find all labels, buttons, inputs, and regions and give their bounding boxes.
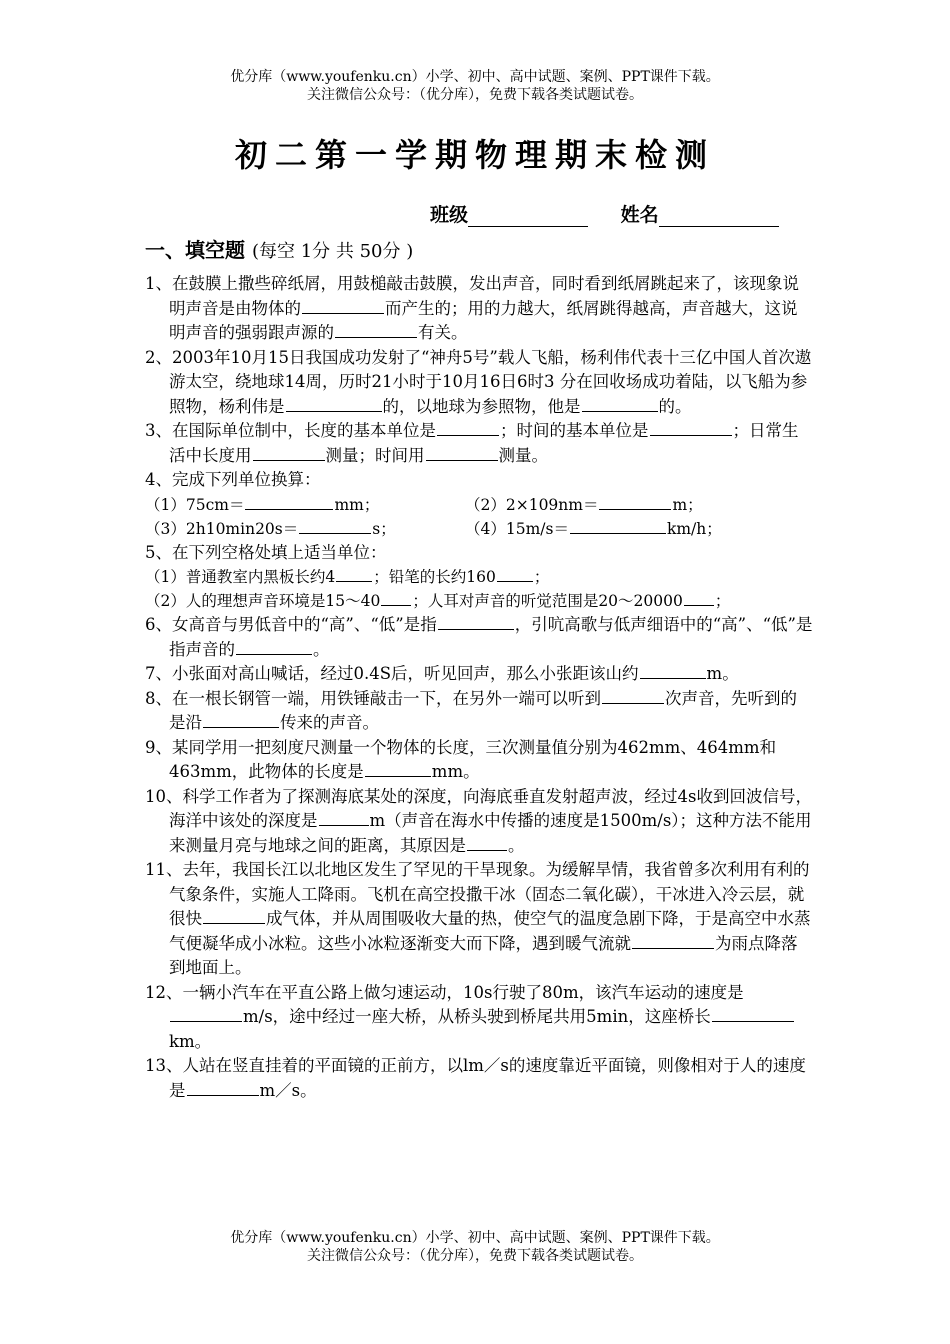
q12-text-c: km。 [169,1031,212,1051]
q5-title: 5、在下列空格处填上适当单位： [145,542,387,562]
question-2 [145,346,813,420]
question-12 [145,981,813,1055]
q6-blank-1[interactable] [438,613,514,630]
bottom-watermark-note [0,1229,950,1265]
q11-blank-2[interactable] [632,932,714,949]
q5-p2-text-c: ； [714,592,731,610]
question-13 [145,1054,813,1103]
q13-text-b: m／s。 [259,1080,317,1100]
q10-text-a: 10、科学工作者为了探测海底某处的深度，向海底垂直发射超声波，经过4s收到回波信号，海洋中该处的深度是 [145,786,812,830]
q11-blank-1[interactable] [203,907,265,924]
q12-blank-1[interactable] [170,1005,242,1022]
question-1 [145,272,813,346]
q5-blank-3[interactable] [381,589,411,606]
q4-blank-3[interactable] [299,517,371,534]
footer-line-1: 优分库（www.youfenku.cn）小学、初中、高中试题、案例、PPT课件下载。 [230,1230,720,1246]
q8-text-a: 8、在一根长钢管一端，用铁锤敲击一下，在另外一端可以听到 [145,688,601,708]
q1-text-b: 而产生的；用的力越大，纸屑跳得越高，声音越大，这说明声音的强弱跟声源的 [169,298,798,342]
q4-p3-unit: s； [372,519,396,538]
q7-text-a: 7、小张面对高山喊话，经过0.4S后，听见回声，那么小张距该山约 [145,664,639,683]
q5-p1-text-c: ； [533,568,550,586]
q2-text-a: 2、2003年10月15日我国成功发射了“神舟5号”载人飞船，杨利伟代表十三亿中国人首次遨游太空，绕地球14周，历时21小时于10月16日6时3 分在回收场成功着陆，以飞船为参照物，杨利伟是 [145,347,812,416]
section-heading [145,234,413,263]
q8-blank-2[interactable] [203,711,279,728]
q2-blank-1[interactable] [286,395,382,412]
q5-p2-text-b: ；人耳对声音的听觉范围是20～20000 [412,592,683,610]
top-watermark-note [0,68,950,104]
q3-blank-3[interactable] [253,444,325,461]
q4-title: 4、完成下列单位换算： [145,470,321,489]
footer-line-2: 关注微信公众号：（优分库），免费下载各类试题试卷。 [307,1248,643,1264]
question-5 [145,541,813,566]
q9-blank-1[interactable] [365,760,431,777]
q12-blank-2[interactable] [712,1005,794,1022]
q6-text-b: ，引吭高歌与低声细语中的“高”、“低”是指声音的 [169,615,813,659]
q5-blank-1[interactable] [336,565,372,582]
section-scoring-note: (每空 1分 共 50分 ) [251,241,414,262]
q7-text-b: m。 [706,664,739,683]
q6-blank-2[interactable] [236,638,312,655]
q4-blank-4[interactable] [570,517,666,534]
question-7 [145,662,813,687]
q8-text-b: 次声音，先听到的是沿 [169,688,797,732]
q3-text-b: ；时间的基本单位是 [500,421,649,440]
q2-text-b: 的，以地球为参照物，他是 [382,396,581,416]
q5-part-1 [145,565,813,589]
q3-blank-2[interactable] [650,419,732,436]
q3-text-a: 3、在国际单位制中，长度的基本单位是 [145,421,436,440]
q5-blank-4[interactable] [684,589,714,606]
q3-blank-4[interactable] [426,444,498,461]
name-label: 姓名 [620,204,659,226]
q12-text-b: m/s，途中经过一座大桥，从桥头驶到桥尾共用5min，这座桥长 [243,1007,711,1026]
q9-text-a: 9、某同学用一把刻度尺测量一个物体的长度，三次测量值分别为462mm、464mm和463mm，此物体的长度是 [145,737,777,781]
q4-blank-2[interactable] [599,493,671,510]
q2-text-c: 的。 [658,396,692,416]
q4-row-2 [145,517,813,541]
q4-p2-text: （2）2×109nm＝ [465,495,599,514]
q11-text-c: 为雨点降落到地面上。 [169,933,798,977]
q8-blank-1[interactable] [602,687,664,704]
q7-blank-1[interactable] [640,662,706,679]
header-line-1: 优分库（www.youfenku.cn）小学、初中、高中试题、案例、PPT课件下载。 [230,69,720,85]
class-field[interactable] [468,208,588,227]
class-label: 班级 [430,204,469,226]
q4-p4-text: （4）15m/s＝ [465,519,569,538]
q10-blank-2[interactable] [467,834,507,851]
question-10 [145,785,813,859]
q4-p3-text: （3）2h10min20s＝ [145,519,299,538]
q4-row-1 [145,493,813,517]
q6-text-a: 6、女高音与男低音中的“高”、“低”是指 [145,615,437,634]
question-9 [145,736,813,785]
q12-text-a: 12、一辆小汽车在平直公路上做匀速运动，10s行驶了80m，该汽车运动的速度是 [145,982,744,1002]
question-3 [145,419,813,468]
q5-p1-text-a: （1）普通教室内黑板长约4 [145,568,336,586]
q8-text-c: 传来的声音。 [280,713,379,732]
q13-blank-1[interactable] [187,1079,259,1096]
q13-text-a: 13、人站在竖直挂着的平面镜的正前方，以lm／s的速度靠近平面镜，则像相对于人的速度是 [145,1056,806,1100]
q3-text-e: 测量。 [498,445,548,465]
question-11 [145,858,813,981]
q1-text-c: 有关。 [418,323,468,342]
student-info [430,200,805,227]
question-8 [145,687,813,736]
q1-blank-2[interactable] [335,321,417,338]
q1-text-a: 1、在鼓膜上撒些碎纸屑，用鼓槌敲击鼓膜，发出声音，同时看到纸屑跳起来了，该现象说明声音是由物体的 [145,274,799,318]
q2-blank-2[interactable] [582,395,658,412]
q4-blank-1[interactable] [245,493,333,510]
q5-part-2 [145,589,813,613]
question-6 [145,613,813,662]
page-title: 初二第一学期物理期末检测 [234,136,715,174]
q3-text-c: ；日常生活中长度用 [169,421,799,465]
q11-text-b: 成气体，并从周围吸收大量的热，使空气的温度急剧下降，于是高空中水蒸气便凝华成小冰粒。这些小冰粒逐渐变大而下降，遇到暖气流就 [169,909,811,953]
q10-text-c: 。 [508,835,525,855]
q9-text-b: mm。 [431,762,480,781]
q10-text-b: m（声音在海水中传播的速度是1500m/s）；这种方法不能用来测量月亮与地球之间的距离，其原因是 [169,811,812,855]
question-list [145,272,813,1103]
q6-text-c: 。 [313,639,330,659]
q3-blank-1[interactable] [437,419,499,436]
q5-blank-2[interactable] [497,565,533,582]
q1-blank-1[interactable] [302,297,384,314]
q5-p2-text-a: （2）人的理想声音环境是15～40 [145,592,381,610]
q4-p4-unit: km/h； [666,519,722,538]
q5-p1-text-b: ；铅笔的长约160 [373,568,496,586]
question-4 [145,468,813,493]
q11-text-a: 11、去年，我国长江以北地区发生了罕见的干旱现象。为缓解旱情，我省曾多次利用有利的气象条件，实施人工降雨。飞机在高空投撒干冰（固态二氧化碳），干冰进入冷云层，就很快 [145,860,810,928]
name-field[interactable] [659,208,779,227]
q10-blank-1[interactable] [319,809,369,826]
q4-p1-unit: mm； [334,495,380,514]
section-title: 一、填空题 [145,238,245,262]
header-line-2: 关注微信公众号：（优分库），免费下载各类试题试卷。 [307,87,643,103]
q3-text-d: 测量；时间用 [325,445,425,465]
q4-p1-text: （1）75cm＝ [145,495,245,514]
q4-p2-unit: m； [672,495,703,514]
